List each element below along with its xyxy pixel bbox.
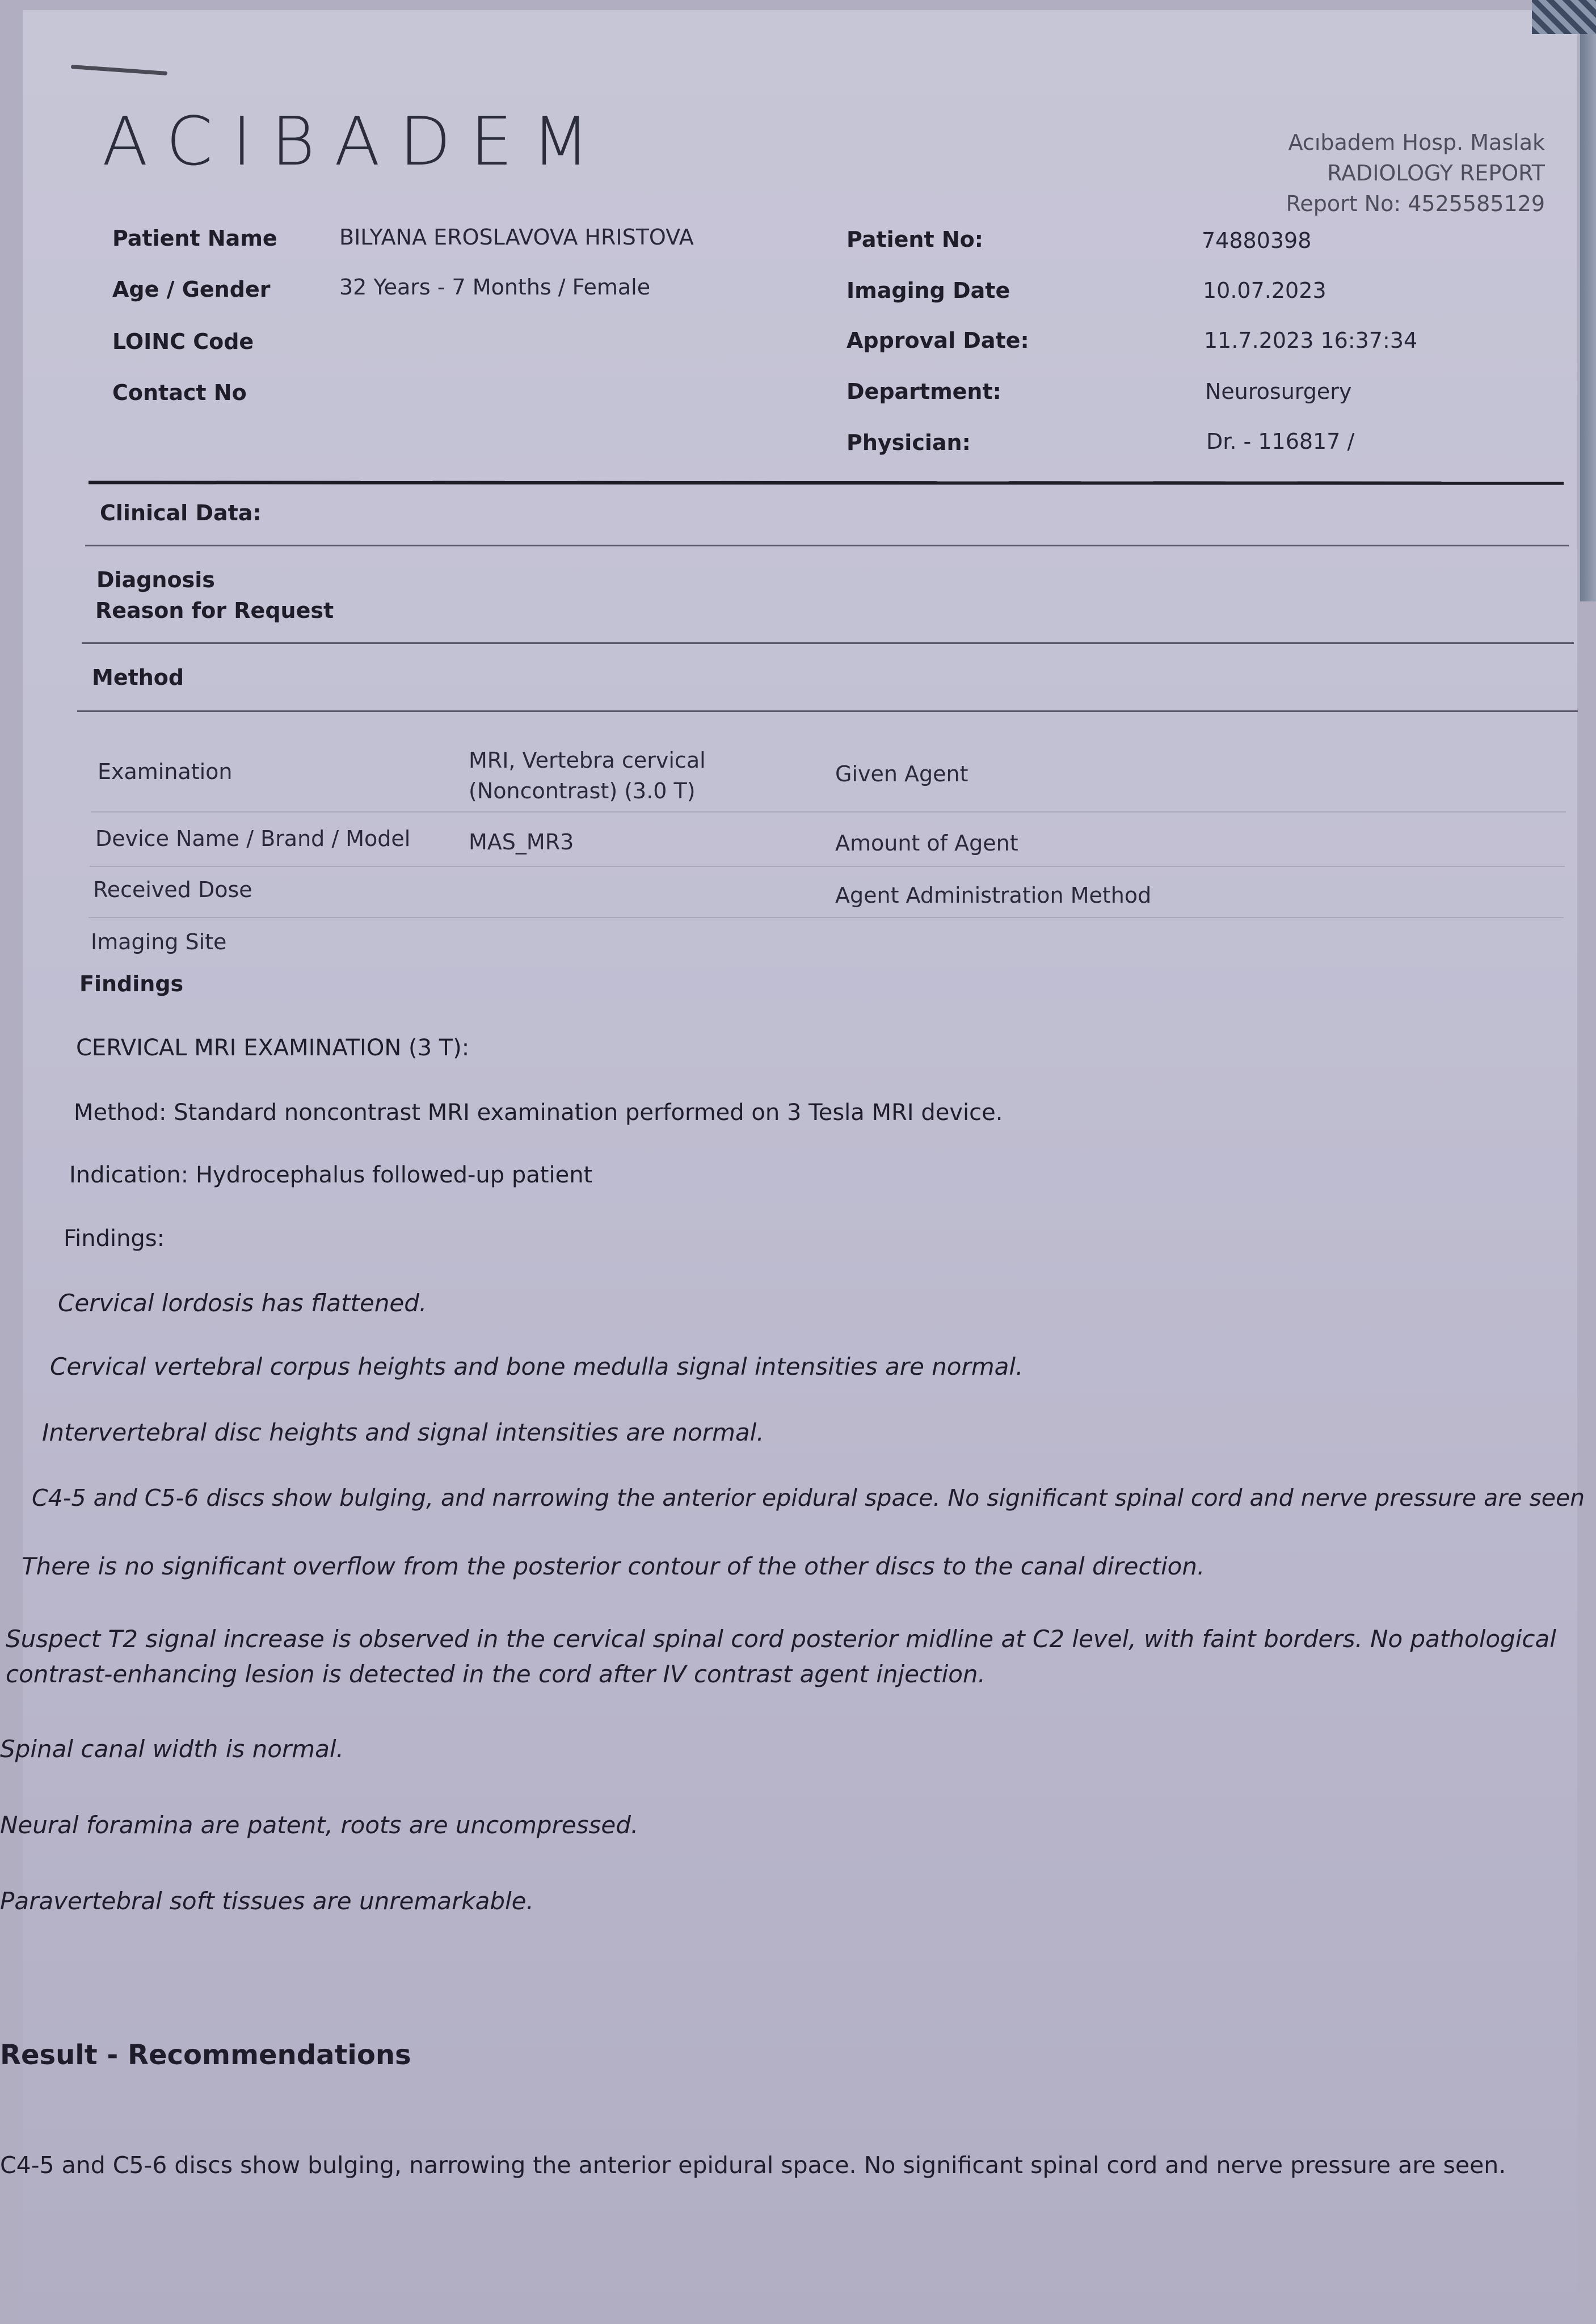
contact-label: Contact No: [112, 380, 247, 405]
device-value: MAS_MR3: [469, 830, 574, 854]
age-gender-label: Age / Gender: [112, 277, 271, 302]
department-label: Department:: [847, 379, 1001, 404]
finding-line: Paravertebral soft tissues are unremarkable.: [0, 1887, 534, 1915]
examination-value: MRI, Vertebra cervical: [469, 748, 706, 773]
method-heading: Method: [92, 665, 184, 690]
background-edge: [1580, 34, 1596, 601]
findings-heading: Findings: [79, 971, 184, 996]
hospital-info: [1286, 127, 1545, 219]
imaging-date-label: Imaging Date: [847, 278, 1010, 303]
approval-date-label: Approval Date:: [847, 328, 1029, 353]
patient-no-label: Patient No:: [847, 227, 983, 252]
finding-line: Indication: Hydrocephalus followed-up patient: [69, 1162, 593, 1188]
imaging-site-label: Imaging Site: [91, 929, 227, 954]
finding-line: Findings:: [64, 1226, 165, 1252]
received-dose-label: Received Dose: [93, 877, 252, 902]
row-divider: [90, 866, 1565, 867]
finding-line: CERVICAL MRI EXAMINATION (3 T):: [76, 1035, 470, 1061]
divider: [82, 642, 1574, 644]
finding-paragraph: Suspect T2 signal increase is observed in the cervical spinal cord posterior midline at C2 level, with faint borders. No pathological contrast-enhancing lesion is detected in the cord after IV contrast agent injection.: [6, 1625, 1556, 1688]
physician-label: Physician:: [847, 430, 971, 455]
divider: [85, 545, 1569, 546]
finding-line: C4-5 and C5-6 discs show bulging, and narrowing the anterior epidural space. No significant spinal cord and nerve pressure are seen: [32, 1484, 1585, 1512]
loinc-label: LOINC Code: [112, 329, 254, 354]
examination-label: Examination: [98, 759, 233, 784]
given-agent-label: Given Agent: [835, 761, 968, 786]
patient-name: BILYANA EROSLAVOVA HRISTOVA: [339, 225, 694, 250]
department: Neurosurgery: [1205, 379, 1352, 404]
examination-value-2: (Noncontrast) (3.0 T): [469, 778, 696, 803]
finding-line: Intervertebral disc heights and signal intensities are normal.: [42, 1418, 764, 1446]
result-text: C4-5 and C5-6 discs show bulging, narrowing the anterior epidural space. No significant spinal cord and nerve pressure are seen.: [0, 2152, 1506, 2179]
agent-admin-label: Agent Administration Method: [835, 883, 1152, 908]
row-divider: [91, 811, 1566, 812]
finding-line: Neural foramina are patent, roots are uncompressed.: [0, 1811, 639, 1839]
clinical-data-heading: Clinical Data:: [100, 500, 262, 525]
report-type: RADIOLOGY REPORT: [1327, 161, 1545, 186]
patient-no: 74880398: [1202, 228, 1312, 253]
hospital-name: Acıbadem Hosp. Maslak: [1288, 130, 1545, 155]
finding-line: There is no significant overflow from the posterior contour of the other discs to the canal direction.: [22, 1552, 1205, 1580]
background-fabric: [1532, 0, 1596, 34]
reason-heading: Reason for Request: [95, 598, 334, 623]
report-number: Report No: 4525585129: [1286, 191, 1545, 216]
finding-line: Method: Standard noncontrast MRI examination performed on 3 Tesla MRI device.: [74, 1100, 1003, 1126]
patient-name-label: Patient Name: [112, 226, 277, 251]
finding-line: Cervical lordosis has flattened.: [58, 1289, 427, 1317]
finding-line: Cervical vertebral corpus heights and bone medulla signal intensities are normal.: [50, 1353, 1024, 1380]
physician: Dr. - 116817 /: [1206, 429, 1355, 454]
age-gender: 32 Years - 7 Months / Female: [339, 275, 651, 300]
amount-agent-label: Amount of Agent: [835, 831, 1018, 856]
imaging-date: 10.07.2023: [1203, 278, 1327, 303]
divider: [77, 710, 1578, 712]
result-heading: Result - Recommendations: [0, 2039, 411, 2071]
diagnosis-heading: Diagnosis: [96, 567, 215, 592]
device-label: Device Name / Brand / Model: [95, 826, 411, 851]
approval-date: 11.7.2023 16:37:34: [1204, 328, 1418, 353]
finding-line: Spinal canal width is normal.: [0, 1735, 344, 1763]
row-divider: [89, 917, 1564, 918]
hospital-logo: ACIBADEM: [102, 102, 609, 180]
